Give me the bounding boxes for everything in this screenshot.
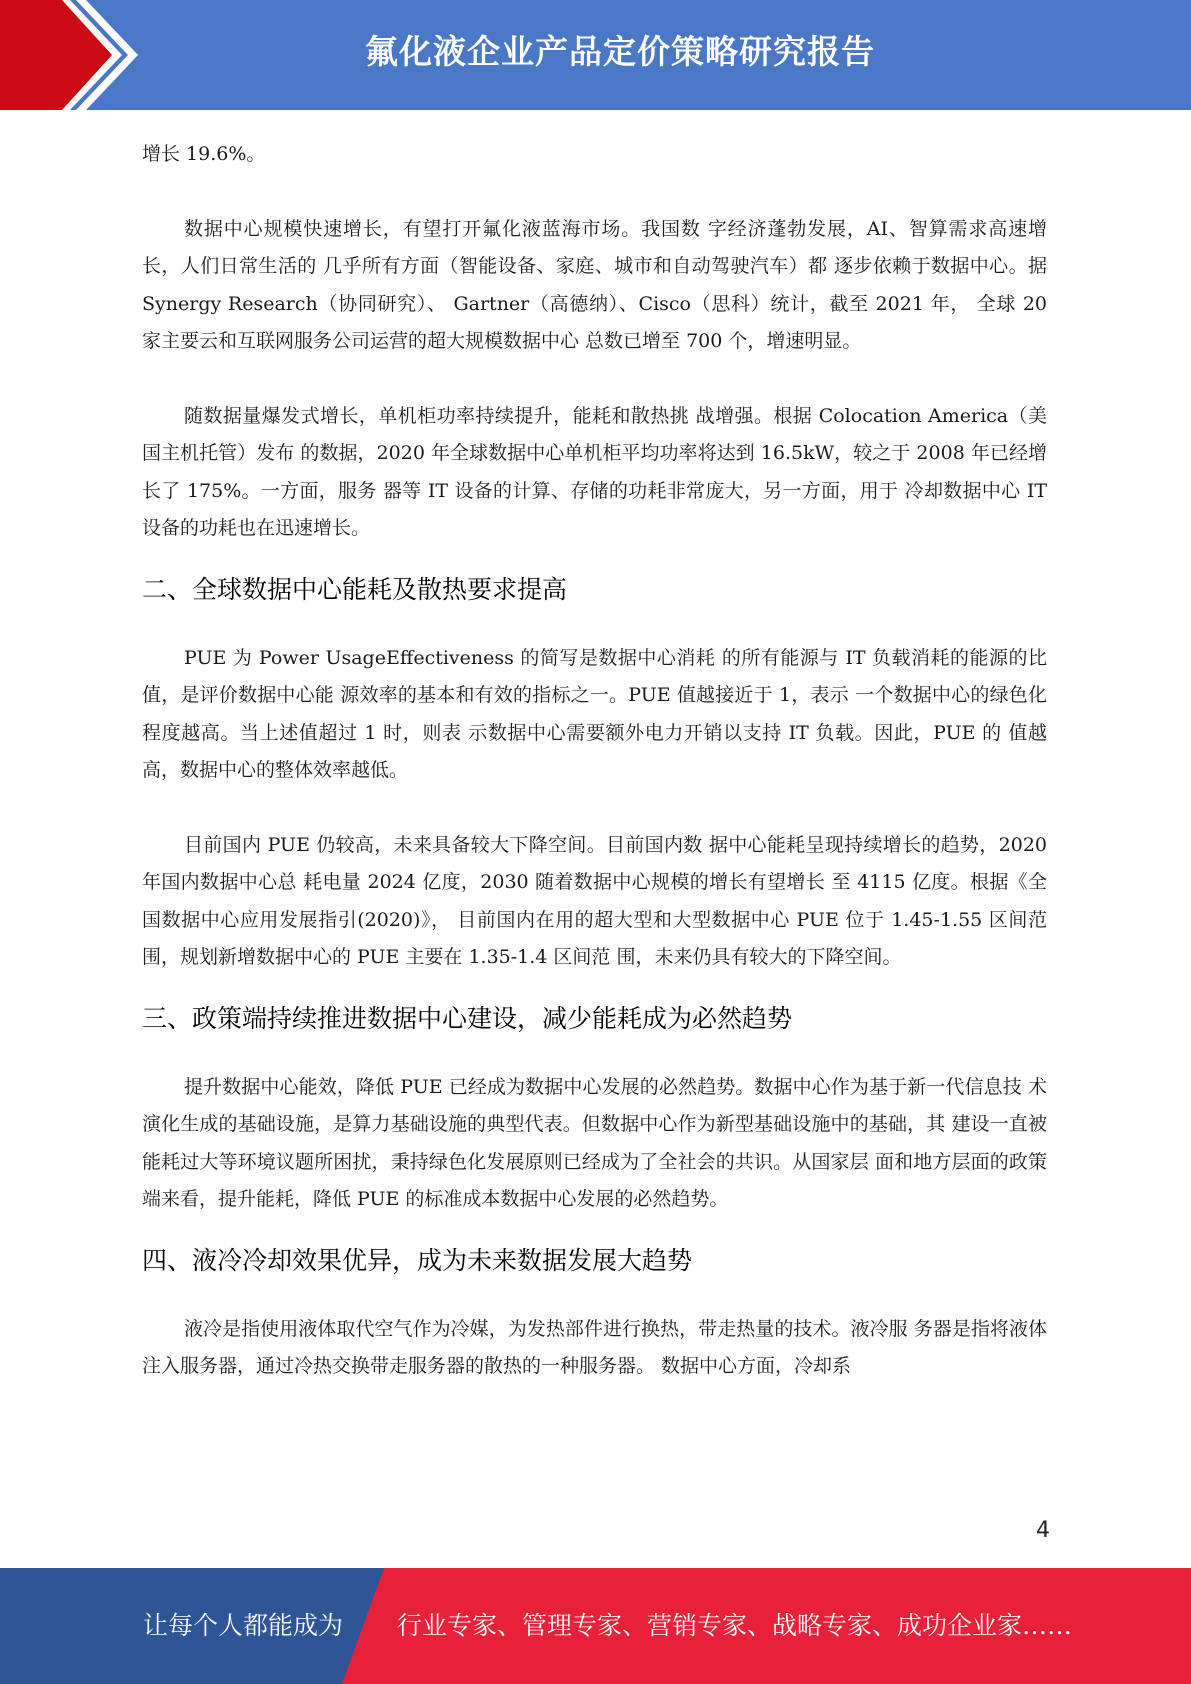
page-header <box>0 0 1191 110</box>
paragraph-domestic-pue: 目前国内 PUE 仍较高，未来具备较大下降空间。目前国内数 据中心能耗呈现持续增长的趋势，2020 年国内数据中心总 耗电量 2024 亿度，2030 随着数据中心规模的增长有望增长 至 4115 亿度。根据《全国数据中心应用发展指引(2020)》， 目前国内在用的超大型和大型数据中心 PUE 位于 1.45-1.55 区间范围，规划新增数据中心的 PUE 主要在 1.35-1.4 区间范 围，未来仍具有较大的下降空间。 <box>142 833 1047 968</box>
paragraph-pue-definition: PUE 为 Power UsageEffectiveness 的简写是数据中心消耗 的所有能源与 IT 负载消耗的能源的比值，是评价数据中心能 源效率的基本和有效的指标之一。PUE 值越接近于 1，表示 一个数据中心的绿色化程度越高。当上述值超过 1 时，则表 示数据中心需要额外电力开销以支持 IT 负载。因此，PUE 的 值越高，数据中心的整体效率越低。 <box>142 646 1047 781</box>
section-heading-2: 二、全球数据中心能耗及散热要求提高 <box>142 574 568 604</box>
paragraph-rack-power: 随数据量爆发式增长，单机柜功率持续提升，能耗和散热挑 战增强。根据 Colocation America（美国主机托管）发布 的数据，2020 年全球数据中心单机柜平均功率将达到 16.5kW，较之于 2008 年已经增长了 175%。一方面，服务 器等 IT 设备的计算、存储的功耗非常庞大，另一方面，用于 冷却数据中心 IT 设备的功耗也在迅速增长。 <box>142 404 1047 539</box>
page-number: 4 <box>1036 1518 1050 1543</box>
paragraph-data-center-growth: 数据中心规模快速增长，有望打开氟化液蓝海市场。我国数 字经济蓬勃发展，AI、智算需求高速增长，人们日常生活的 几乎所有方面（智能设备、家庭、城市和自动驾驶汽车）都 逐步依赖于数据中心。据 Synergy Research（协同研究）、 Gartner（高德纳）、Cisco（思科）统计，截至 2021 年， 全球 20 家主要云和互联网服务公司运营的超大规模数据中心 总数已增至 700 个，增速明显。 <box>142 217 1047 352</box>
paragraph-policy: 提升数据中心能效，降低 PUE 已经成为数据中心发展的必然趋势。数据中心作为基于新一代信息技 术演化生成的基础设施，是算力基础设施的典型代表。但数据中心作为新型基础设施中的基础，其 建设一直被能耗过大等环境议题所困扰，秉持绿色化发展原则已经成为了全社会的共识。从国家层 面和地方层面的政策端来看，提升能耗，降低 PUE 的标准成本数据中心发展的必然趋势。 <box>142 1075 1047 1210</box>
section-heading-3: 三、政策端持续推进数据中心建设，减少能耗成为必然趋势 <box>142 1003 793 1033</box>
page-body <box>142 136 1047 1386</box>
footer-slogan-right: 行业专家、管理专家、营销专家、战略专家、成功企业家…… <box>397 1611 1073 1640</box>
paragraph-continuation: 增长 19.6%。 <box>142 143 266 165</box>
page-footer <box>0 1568 1191 1684</box>
paragraph-liquid-cooling: 液冷是指使用液体取代空气作为冷媒，为发热部件进行换热，带走热量的技术。液冷服 务器是指将液体注入服务器，通过冷热交换带走服务器的散热的一种服务器。 数据中心方面，冷却系 <box>142 1317 1047 1377</box>
footer-slogan-left: 让每个人都能成为 <box>143 1611 344 1640</box>
section-heading-4: 四、液冷冷却效果优异，成为未来数据发展大趋势 <box>142 1245 693 1275</box>
report-title: 氟化液企业产品定价策略研究报告 <box>365 32 875 71</box>
red-chevron-icon <box>0 0 160 110</box>
